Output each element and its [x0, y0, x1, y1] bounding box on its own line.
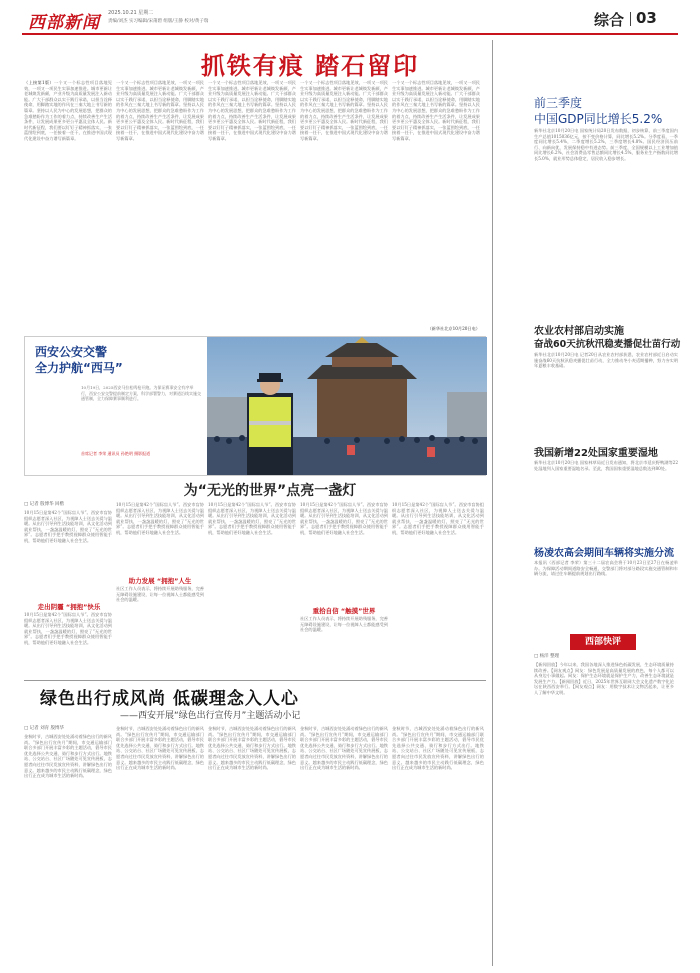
green-col-3	[208, 726, 296, 966]
farm-body: 新华社北京10月20日电 记者20日从农业农村部获悉，农业农村部近日启动实施奋战60天抗秋汛稳麦播促壮苗行动，全力推动冬小麦适期播种，努力夯实明年夏粮丰收基础。	[534, 352, 678, 369]
gdp-headline-1: 前三季度	[534, 96, 583, 110]
green-headline: 绿色出行成风尚 低碳理念入人心	[40, 689, 299, 709]
police-quote: 10月19日，2025西安马拉松鸣枪开跑。为保证赛事安全有序举行，西安公安交警提前制定方案，科学部署警力，对赛道沿线实施交通管制，全力保障赛事顺利进行。	[81, 385, 201, 402]
police-headline-1: 西安公安交警	[35, 345, 108, 359]
yangling-body: 本报讯（西部记者 李荣）第三十二届农高会将于10月23日至27日在杨凌举办。为保障活动期间道路安全畅通，交警部门将对部分路段实施交通管制和车辆分流，请过往车辆提前规划出行路线。	[534, 560, 678, 577]
lamp-col-5	[392, 502, 484, 674]
lamp-col-4	[300, 502, 388, 602]
farm-headline-1: 农业农村部启动实施	[534, 326, 624, 337]
commentary-body: 【新闻回放】今年以来，我国各地深入推进绿色低碳发展，生态环境质量持续改善。【网友观点】网友：绿色发展是高质量发展的底色，每个人都可以从身边小事做起。网友：保护生态环境就是保护生产力，改善生态环境就是发展生产力。【新闻回放】近日，2025年世界互联网大会文化遗产数字化论坛在陕西西安举行。【网友观点】网友：用数字技术让文物活起来，让更多人了解中华文明。	[534, 662, 674, 695]
lamp-col-3	[208, 502, 296, 674]
farm-headline-2: 奋战60天抗秋汛稳麦播促壮苗行动	[534, 339, 681, 350]
green-col-1	[24, 734, 112, 966]
green-body: 金秋时节，古城西安处处涌动着绿色出行的新风尚。“绿色出行宣传月”期间，市交通运输部门联合多部门开展丰富多彩的主题活动，倡导市民优先选择公共交通、骑行和步行方式出行。地铁站、公交站台、社区广场随处可见宣传展板，志愿者向过往市民发放宣传资料，讲解绿色出行的意义。越来越多的市民主动践行低碳理念，绿色出行正在成为城市生活的新时尚。	[208, 726, 296, 771]
lamp-col-2b	[116, 586, 204, 674]
yangling-headline: 杨凌农高会期间车辆将实施分流	[534, 548, 674, 559]
green-body: 金秋时节，古城西安处处涌动着绿色出行的新风尚。“绿色出行宣传月”期间，市交通运输部门联合多部门开展丰富多彩的主题活动，倡导市民优先选择公共交通、骑行和步行方式出行。地铁站、公交站台、社区广场随处可见宣传展板，志愿者向过往市民发放宣传资料，讲解绿色出行的意义。越来越多的市民主动践行低碳理念，绿色出行正在成为城市生活的新时尚。	[392, 726, 484, 771]
lamp-col-1b	[24, 612, 112, 674]
lamp-byline: □ 记者 殷博华 回楷	[24, 502, 65, 507]
lamp-col-4b	[300, 616, 388, 674]
lamp-sub-2: 助力发展 “拥抱”人生	[128, 577, 192, 585]
green-body: 金秋时节，古城西安处处涌动着绿色出行的新风尚。“绿色出行宣传月”期间，市交通运输部门联合多部门开展丰富多彩的主题活动，倡导市民优先选择公共交通、骑行和步行方式出行。地铁站、公交站台、社区广场随处可见宣传展板，志愿者向过往市民发放宣传资料，讲解绿色出行的意义。越来越多的市民主动践行低碳理念，绿色出行正在成为城市生活的新时尚。	[24, 734, 112, 779]
section-rule	[24, 680, 486, 681]
lead-body-col-3	[208, 80, 296, 330]
lamp-col-1	[24, 510, 112, 600]
lamp-body: 10月15日是第42个“国际盲人节”。西安市盲协组织志愿者深入社区，为视障人士送去关爱与温暖。从出行引导到生活技能培训，从文化活动到就业帮扶，一盏盏温暖的灯，照亮了“无光的世界”。志愿者们手把手教授视障群众使用智能手机，帮助他们更好地融入社会生活。	[208, 502, 296, 535]
lead-body-col-5	[392, 80, 480, 325]
commentary-byline: □ 杨洋 整理	[534, 654, 560, 659]
gdp-body: 新华社北京10月20日电 国家统计局20日发布数据，初步核算，前三季度国内生产总值1015036亿元，按不变价格计算，同比增长5.2%。分季度看，一季度同比增长5.4%，二季度增长5.2%，三季度增长4.8%。国民经济顶压前行、向新向优，发展保持稳中有进态势。前三季度，全国规模以上工业增加值同比增长6.2%，社会消费品零售总额同比增长4.5%，服务业生产指数同比增长5.0%，就业形势总体稳定，居民收入稳步增长。	[534, 128, 678, 161]
section-label: 综合	[594, 11, 625, 29]
green-col-4	[300, 726, 388, 966]
green-body: 金秋时节，古城西安处处涌动着绿色出行的新风尚。“绿色出行宣传月”期间，市交通运输部门联合多部门开展丰富多彩的主题活动，倡导市民优先选择公共交通、骑行和步行方式出行。地铁站、公交站台、社区广场随处可见宣传展板，志愿者向过往市民发放宣传资料，讲解绿色出行的意义。越来越多的市民主动践行低碳理念，绿色出行正在成为城市生活的新时尚。	[300, 726, 388, 771]
lead-body: 一个又一个标志性项目落地见效，一项又一项民生实事加速推进。城市更新让老城焕发新颜，产业升级为高质量发展注入新动能。广大干部群众以实干践行承诺，以担当诠释使命，用脚踏实地的作风在三秦大地上书写新的篇章。坚持以人民为中心的发展思想，把群众的急难愁盼作为工作的着力点，持续改善生产生活条件，让发展成果更多更公平惠及全体人民。新时代新征程，我们要以钉钉子精神抓落实，一张蓝图绘到底，一任接着一任干，在推进中国式现代化建设中奋力谱写新篇章。	[392, 80, 480, 141]
lead-body: 一个又一个标志性项目落地见效，一项又一项民生实事加速推进。城市更新让老城焕发新颜，产业升级为高质量发展注入新动能。广大干部群众以实干践行承诺，以担当诠释使命，用脚踏实地的作风在三秦大地上书写新的篇章。坚持以人民为中心的发展思想，把群众的急难愁盼作为工作的着力点，持续改善生产生活条件，让发展成果更多更公平惠及全体人民。新时代新征程，我们要以钉钉子精神抓落实，一张蓝图绘到底，一任接着一任干，在推进中国式现代化建设中奋力谱写新篇章。	[300, 80, 388, 141]
commentary-box	[530, 634, 678, 966]
lamp-body: 10月15日是第42个“国际盲人节”。西安市盲协组织志愿者深入社区，为视障人士送去关爱与温暖。从出行引导到生活技能培训，从文化活动到就业帮扶，一盏盏温暖的灯，照亮了“无光的世界”。志愿者们手把手教授视障群众使用智能手机，帮助他们更好地融入社会生活。	[24, 510, 112, 543]
lamp-headline: 为“无光的世界”点亮一盏灯	[183, 483, 357, 499]
lamp-body2: 社区工作人员表示，将持续开展助残服务，完善无障碍设施建设，让每一位视障人士都能感受到社会的温暖。	[300, 616, 388, 633]
police-photo	[207, 337, 487, 475]
section-divider	[630, 12, 631, 26]
lamp-body: 10月15日是第42个“国际盲人节”。西安市盲协组织志愿者深入社区，为视障人士送去关爱与温暖。从出行引导到生活技能培训，从文化活动到就业帮扶，一盏盏温暖的灯，照亮了“无光的世界”。志愿者们手把手教授视障群众使用智能手机，帮助他们更好地融入社会生活。	[24, 612, 112, 645]
police-box	[24, 336, 486, 476]
page-number: 03	[636, 9, 657, 27]
commentary-title: 西部快评	[570, 634, 636, 650]
wetland-headline: 我国新增22处国家重要湿地	[534, 448, 658, 459]
police-byline: 首席记者 李荣 通讯员 孙艳明 摄影报道	[81, 451, 151, 456]
lead-body: 一个又一个标志性项目落地见效，一项又一项民生实事加速推进。城市更新让老城焕发新颜，产业升级为高质量发展注入新动能。广大干部群众以实干践行承诺，以担当诠释使命，用脚踏实地的作风在三秦大地上书写新的篇章。坚持以人民为中心的发展思想，把群众的急难愁盼作为工作的着力点，持续改善生产生活条件，让发展成果更多更公平惠及全体人民。新时代新征程，我们要以钉钉子精神抓落实，一张蓝图绘到底，一任接着一任干，在推进中国式现代化建设中奋力谱写新篇章。	[208, 80, 296, 141]
gdp-headline-2: 中国GDP同比增长5.2%	[534, 112, 663, 126]
lead-tag: （上接第1版）	[24, 80, 54, 85]
police-headline-2: 全力护航“西马”	[35, 361, 123, 375]
masthead-date: 2025.10.21 星期二	[108, 10, 154, 16]
lead-body-col-4	[300, 80, 388, 330]
lamp-body: 10月15日是第42个“国际盲人节”。西安市盲协组织志愿者深入社区，为视障人士送去关爱与温暖。从出行引导到生活技能培训，从文化活动到就业帮扶，一盏盏温暖的灯，照亮了“无光的世界”。志愿者们手把手教授视障群众使用智能手机，帮助他们更好地融入社会生活。	[392, 502, 484, 535]
lamp-sub-3: 重拾自信 “触摸”世界	[312, 607, 376, 615]
lamp-col-2	[116, 502, 204, 572]
masthead-editors: 责编/刘杰 实习编辑/宋莆碧 组版/王静 校对/黄子瑞	[108, 19, 209, 24]
lamp-body: 10月15日是第42个“国际盲人节”。西安市盲协组织志愿者深入社区，为视障人士送去关爱与温暖。从出行引导到生活技能培训，从文化活动到就业帮扶，一盏盏温暖的灯，照亮了“无光的世界”。志愿者们手把手教授视障群众使用智能手机，帮助他们更好地融入社会生活。	[300, 502, 388, 535]
lead-body-col-1	[24, 80, 112, 330]
wetland-body: 新华社北京10月20日电 国家林草局近日发布通知，将北京市延庆野鸭湖等22处湿地列入国家重要湿地名录。至此，我国国家重要湿地总数达到80处。	[534, 460, 678, 471]
green-col-5	[392, 726, 484, 966]
green-byline: □ 记者 刘育 殷博华	[24, 726, 65, 731]
masthead-rule	[22, 33, 678, 35]
lead-body-col-2	[116, 80, 204, 330]
lead-signature: （新华社北京10月20日电）	[427, 326, 480, 331]
green-subhead: ——西安开展“绿色出行宣传月”主题活动小记	[120, 711, 301, 721]
green-body: 金秋时节，古城西安处处涌动着绿色出行的新风尚。“绿色出行宣传月”期间，市交通运输部门联合多部门开展丰富多彩的主题活动，倡导市民优先选择公共交通、骑行和步行方式出行。地铁站、公交站台、社区广场随处可见宣传展板，志愿者向过往市民发放宣传资料，讲解绿色出行的意义。越来越多的市民主动践行低碳理念，绿色出行正在成为城市生活的新时尚。	[116, 726, 204, 771]
green-col-2	[116, 726, 204, 966]
masthead	[0, 0, 700, 42]
lead-headline: 抓铁有痕 踏石留印	[200, 52, 420, 80]
lamp-body2: 社区工作人员表示，将持续开展助残服务，完善无障碍设施建设，让每一位视障人士都能感受到社会的温暖。	[116, 586, 204, 603]
lead-body: 一个又一个标志性项目落地见效，一项又一项民生实事加速推进。城市更新让老城焕发新颜，产业升级为高质量发展注入新动能。广大干部群众以实干践行承诺，以担当诠释使命，用脚踏实地的作风在三秦大地上书写新的篇章。坚持以人民为中心的发展思想，把群众的急难愁盼作为工作的着力点，持续改善生产生活条件，让发展成果更多更公平惠及全体人民。新时代新征程，我们要以钉钉子精神抓落实，一张蓝图绘到底，一任接着一任干，在推进中国式现代化建设中奋力谱写新篇章。	[116, 80, 204, 141]
right-column-divider	[492, 40, 493, 966]
lamp-sub-1: 走出阴霾 “拥抱”快乐	[37, 603, 101, 611]
lamp-body: 10月15日是第42个“国际盲人节”。西安市盲协组织志愿者深入社区，为视障人士送去关爱与温暖。从出行引导到生活技能培训，从文化活动到就业帮扶，一盏盏温暖的灯，照亮了“无光的世界”。志愿者们手把手教授视障群众使用智能手机，帮助他们更好地融入社会生活。	[116, 502, 204, 535]
masthead-logo: 西部新闻	[28, 13, 100, 33]
lead-body: 一个又一个标志性项目落地见效，一项又一项民生实事加速推进。城市更新让老城焕发新颜，产业升级为高质量发展注入新动能。广大干部群众以实干践行承诺，以担当诠释使命，用脚踏实地的作风在三秦大地上书写新的篇章。坚持以人民为中心的发展思想，把群众的急难愁盼作为工作的着力点，持续改善生产生活条件，让发展成果更多更公平惠及全体人民。新时代新征程，我们要以钉钉子精神抓落实，一张蓝图绘到底，一任接着一任干，在推进中国式现代化建设中奋力谱写新篇章。	[24, 80, 112, 141]
